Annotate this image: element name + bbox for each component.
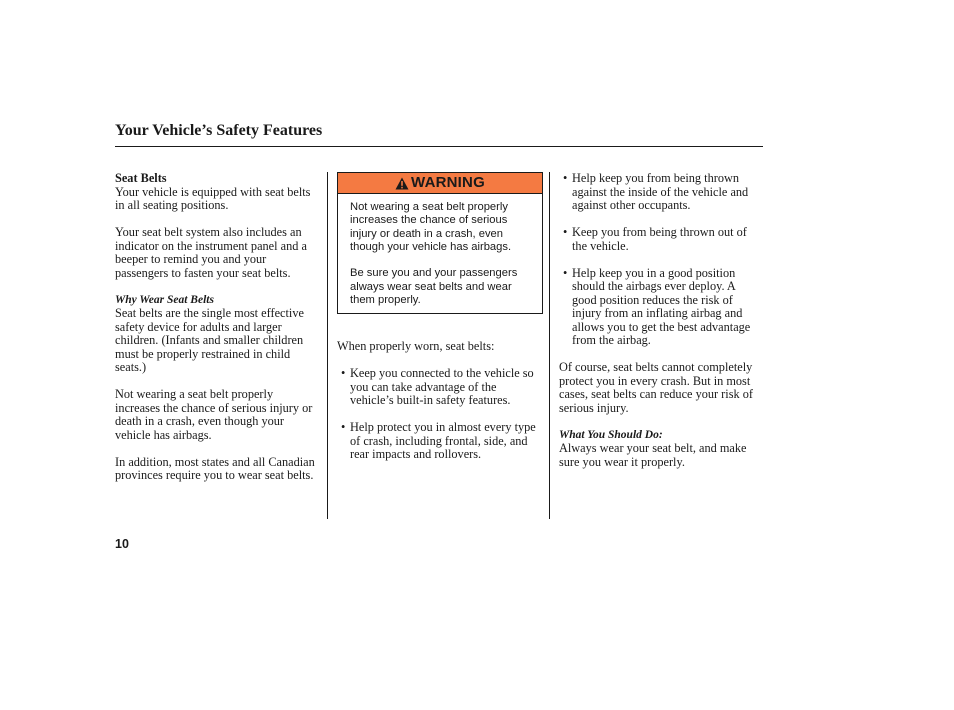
paragraph-indicator: Your seat belt system also includes an indicator on the instrument panel and a beeper to remind you and your passengers to fasten your seat belts. [115, 225, 307, 280]
warning-body [338, 194, 542, 313]
bullet-text: Help keep you from being thrown against the inside of the vehicle and against other occupants. [572, 171, 749, 212]
column-divider-right [549, 172, 550, 519]
paragraph-equipped: Your vehicle is equipped with seat belts in all seating positions. [115, 184, 311, 212]
bullet-text: Keep you from being thrown out of the vehicle. [572, 225, 747, 253]
column-middle [337, 172, 543, 462]
warning-triangle-icon [395, 177, 409, 190]
list-item [559, 267, 761, 348]
warning-header [338, 173, 542, 194]
bullet-mark: • [563, 265, 568, 280]
list-item [337, 367, 543, 408]
warning-label: WARNING [411, 174, 485, 192]
list-item [337, 421, 543, 462]
column-right [559, 172, 761, 469]
bullet-text: Help keep you in a good position should the airbags ever deploy. A good position reduces the risk of injury from an inflating airbag and allows you to get the best advantage from the airbag. [572, 265, 751, 347]
paragraph-effective-device: Seat belts are the single most effective safety device for adults and larger children. (Infants and smaller children must be properly restrained in child seats.) [115, 306, 304, 374]
list-item [559, 172, 761, 213]
bullet-text: Help protect you in almost every type of crash, including frontal, side, and rear impacts and rollovers. [350, 420, 536, 462]
bullet-mark: • [563, 225, 568, 239]
bullet-text: Keep you connected to the vehicle so you can take advantage of the vehicle’s built-in safety features. [350, 366, 534, 408]
column-divider-left [327, 172, 328, 519]
warning-paragraph-wear: Be sure you and your passengers always wear seat belts and wear them properly. [350, 267, 518, 307]
paragraph-not-wearing: Not wearing a seat belt properly increases the chance of serious injury or death in a crash, even though your vehicle has airbags. [115, 387, 313, 442]
page-number: 10 [115, 537, 129, 551]
title-rule [115, 146, 763, 147]
list-item [559, 226, 761, 253]
bullet-mark: • [563, 171, 568, 185]
bullet-mark: • [341, 420, 346, 435]
paragraph-cannot-protect: Of course, seat belts cannot completely protect you in every crash. But in most cases, seat belts can reduce your risk of serious injury. [559, 360, 753, 415]
subheading-what-to-do: What You Should Do: [559, 428, 663, 441]
paragraph-always-wear: Always wear your seat belt, and make sure you wear it properly. [559, 441, 747, 469]
subheading-why-wear: Why Wear Seat Belts [115, 293, 214, 306]
warning-box [337, 172, 543, 314]
paragraph-states-require: In addition, most states and all Canadian provinces require you to wear seat belts. [115, 454, 315, 482]
bullet-mark: • [341, 366, 346, 381]
warning-paragraph-risk: Not wearing a seat belt properly increases the chance of serious injury or death in a crash, even though your vehicle has airbags. [350, 201, 512, 253]
column-left [115, 172, 321, 483]
section-heading-seat-belts: Seat Belts [115, 171, 167, 185]
page-title: Your Vehicle’s Safety Features [115, 122, 323, 139]
paragraph-when-worn: When properly worn, seat belts: [337, 339, 495, 354]
